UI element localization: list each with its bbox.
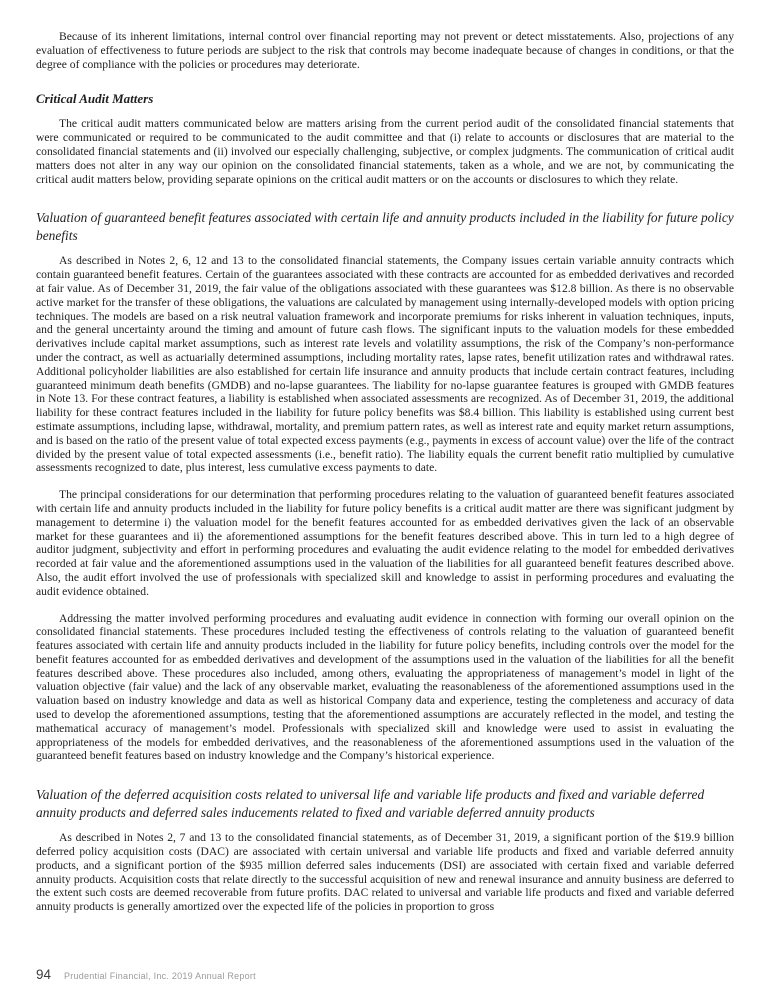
page-number: 94 bbox=[36, 967, 52, 982]
page-footer bbox=[36, 967, 734, 982]
matter2-paragraph-1: As described in Notes 2, 7 and 13 to the consolidated financial statements, as of December 31, 2019, a significant portion of the $19.9 billion deferred policy acquisition costs (DAC) are associated with certain universal and variable life products and fixed and variable deferred annuity products, and a significant portion of the $935 million deferred sales inducements (DSI) are associated with certain fixed and variable deferred annuity products. Acquisition costs that relate directly to the successful acquisition of new and renewal insurance and annuity business are deferred to the extent such costs are deemed recoverable from future profits. DAC related to universal and variable life products and fixed and variable deferred annuity products is generally amortized over the expected life of the policies in proportion to gross bbox=[36, 831, 734, 914]
intro-paragraph: Because of its inherent limitations, internal control over financial reporting may not prevent or detect misstatements. Also, projections of any evaluation of effectiveness to future periods are subject to the risk that controls may become inadequate because of changes in conditions, or that the degree of compliance with the policies or procedures may deteriorate. bbox=[36, 30, 734, 71]
report-title: Prudential Financial, Inc. 2019 Annual Report bbox=[64, 971, 256, 981]
matter1-paragraph-3: Addressing the matter involved performing procedures and evaluating audit evidence in connection with forming our overall opinion on the consolidated financial statements. These procedures included testing the effectiveness of controls relating to the valuation of guaranteed benefit features associated with certain life and annuity products included in the liability for future policy benefits, including controls over the model for the benefit features accounted for as embedded derivatives and development of the assumptions used in the valuation of the liabilities for all the benefit features described above. These procedures also included, among others, evaluating the appropriateness of management’s model in light of the valuation objective (fair value) and the lack of any observable market, evaluating the reasonableness of the aforementioned assumptions used in the valuation based on industry knowledge and data as well as historical Company data and experience, testing the completeness and accuracy of data used to develop the aforementioned assumptions, testing that the aforementioned assumptions are accurately reflected in the model, and testing the mathematical accuracy of management’s model. Professionals with specialized skill and knowledge were used to assist in evaluating the appropriateness of the models for embedded derivatives, and the reasonableness of the aforementioned assumptions used in the valuation of the guaranteed benefit features based on industry knowledge and the Company’s historical experience. bbox=[36, 611, 734, 763]
critical-audit-matters-heading: Critical Audit Matters bbox=[36, 91, 154, 107]
matter1-heading: Valuation of guaranteed benefit features associated with certain life and annuity products included in the liability for future policy benefits bbox=[36, 210, 734, 244]
critical-audit-matters-paragraph: The critical audit matters communicated below are matters arising from the current period audit of the consolidated financial statements that were communicated or required to be communicated to the audit committee and that (i) relate to accounts or disclosures that are material to the consolidated financial statements and (ii) involved our especially challenging, subjective, or complex judgments. The communication of critical audit matters does not alter in any way our opinion on the consolidated financial statements, taken as a whole, and we are not, by communicating the critical audit matters below, providing separate opinions on the critical audit matters or on the accounts or disclosures to which they relate. bbox=[36, 117, 734, 186]
matter1-paragraph-1: As described in Notes 2, 6, 12 and 13 to the consolidated financial statements, the Company issues certain variable annuity contracts which contain guaranteed benefit features. Certain of the guarantees associated with these contracts are accounted for as embedded derivatives and recorded at fair value. As of December 31, 2019, the fair value of the obligations associated with these guarantees was $12.8 billion. As there is no observable active market for the transfer of these obligations, the valuations are calculated by management using internally-developed models with option pricing techniques. The models are based on a risk neutral valuation framework and incorporate premiums for risks inherent in valuation techniques, inputs, and the general uncertainty around the timing and amount of future cash flows. The significant inputs to the valuation models for these embedded derivatives include capital market assumptions, such as interest rate levels and volatility assumptions, the risk of the Company’s non-performance under the contract, as well as actuarially determined assumptions, including mortality rates, lapse rates, benefit utilization rates and withdrawal rates. Additional policyholder liabilities are also established for certain life insurance and annuity products that include certain contract features, including guaranteed minimum death benefits (GMDB) and no-lapse guarantees. The liability for no-lapse guarantee features is grouped with GMDB features in Note 13. For these contract features, a liability is established when associated assessments are recognized. As of December 31, 2019, the additional liability for these contract features included in the liability for future policy benefits was $8.4 billion. This liability is established using current best estimate assumptions, including lapse, withdrawal, mortality, and premium pattern rates, as well as interest rate and equity market return assumptions, and is based on the ratio of the present value of total expected excess payments (e.g., payments in excess of account value) over the life of the contract divided by the present value of total expected assessments (i.e., benefit ratio). The liability equals the current benefit ratio multiplied by cumulative assessments recognized to date, plus interest, less cumulative excess payments to date. bbox=[36, 254, 734, 475]
page-content bbox=[36, 30, 734, 914]
matter1-paragraph-2: The principal considerations for our determination that performing procedures relating to the valuation of guaranteed benefit features associated with certain life and annuity products included in the liability for future policy benefits is a critical audit matter are there was significant judgment by management to determine i) the valuation model for the benefit features accounted for as embedded derivatives given the lack of an observable market for these guarantees and ii) the aforementioned assumptions for the benefit features described above. This in turn led to a high degree of auditor judgment, subjectivity and effort in performing procedures and evaluating the audit evidence relating to the model for embedded derivatives recorded at fair value and the aforementioned assumptions used in the valuation of the liabilities for all guaranteed benefit features described above. Also, the audit effort involved the use of professionals with specialized skill and knowledge to assist in performing procedures and evaluating the audit evidence obtained. bbox=[36, 488, 734, 598]
matter2-heading: Valuation of the deferred acquisition costs related to universal life and variable life products and fixed and variable deferred annuity products and deferred sales inducements related to fixed and variable deferred annuity products bbox=[36, 787, 705, 821]
